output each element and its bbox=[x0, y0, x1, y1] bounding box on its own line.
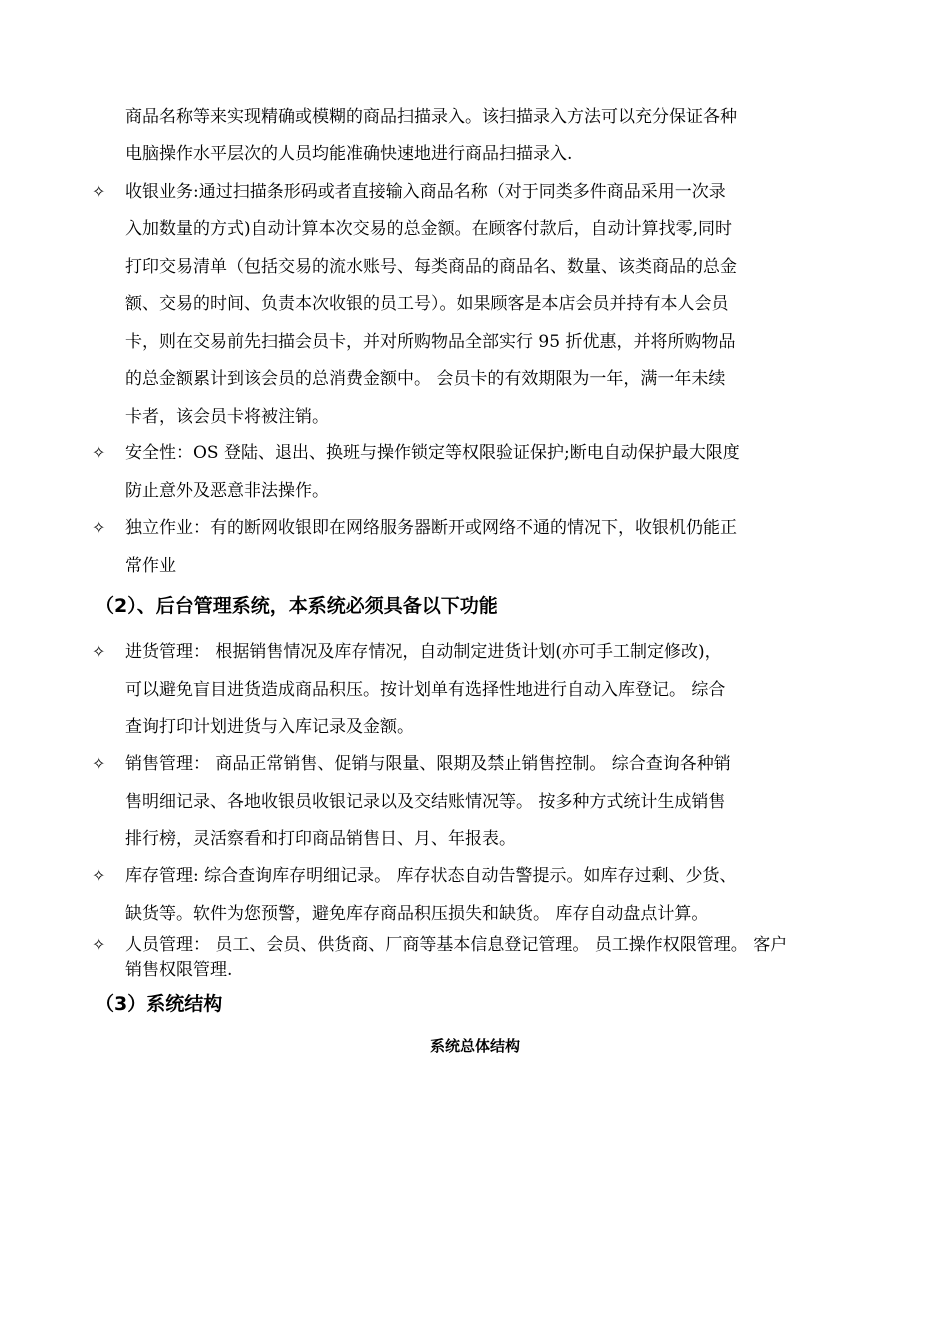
bullet-icon: ✧ bbox=[92, 754, 106, 773]
paragraph-line: 库存管理: 综合查询库存明细记录。 库存状态自动告警提示。如库存过剩、少货、 bbox=[125, 866, 737, 886]
bullet-icon: ✧ bbox=[92, 866, 106, 885]
bullet-icon: ✧ bbox=[92, 443, 106, 462]
intro-line: 商品名称等来实现精确或模糊的商品扫描录入。该扫描录入方法可以充分保证各种 bbox=[125, 107, 737, 127]
bullet-icon: ✧ bbox=[92, 182, 106, 201]
paragraph-line: 排行榜，灵活察看和打印商品销售日、月、年报表。 bbox=[125, 829, 516, 849]
paragraph-line: 售明细记录、各地收银员收银记录以及交结账情况等。 按多种方式统计生成销售 bbox=[125, 792, 726, 812]
bullet-icon: ✧ bbox=[92, 935, 106, 954]
paragraph-line: 卡，则在交易前先扫描会员卡，并对所购物品全部实行 95 折优惠，并将所购物品 bbox=[125, 332, 736, 352]
section-heading: （3）系统结构 bbox=[95, 993, 223, 1015]
paragraph-line: 可以避免盲目进货造成商品积压。按计划单有选择性地进行自动入库登记。 综合 bbox=[125, 680, 726, 700]
paragraph-line: 打印交易清单（包括交易的流水账号、每类商品的商品名、数量、该类商品的总金 bbox=[125, 257, 737, 277]
paragraph-line: 额、交易的时间、负责本次收银的员工号）。如果顾客是本店会员并持有本人会员 bbox=[125, 294, 729, 314]
section-heading: （2）、后台管理系统，本系统必须具备以下功能 bbox=[95, 595, 498, 617]
paragraph-line: 入加数量的方式)自动计算本次交易的总金额。在顾客付款后，自动计算找零,同时 bbox=[125, 219, 733, 239]
paragraph-line: 常作业 bbox=[125, 556, 176, 576]
paragraph-line: 安全性：OS 登陆、退出、换班与操作锁定等权限验证保护;断电自动保护最大限度 bbox=[125, 443, 740, 463]
paragraph-line: 查询打印计划进货与入库记录及金额。 bbox=[125, 717, 414, 737]
paragraph-line: 防止意外及恶意非法操作。 bbox=[125, 481, 329, 501]
paragraph-line: 人员管理： 员工、会员、供货商、厂商等基本信息登记管理。 员工操作权限管理。 客户 bbox=[125, 935, 788, 955]
intro-line: 电脑操作水平层次的人员均能准确快速地进行商品扫描录入. bbox=[125, 144, 573, 164]
bullet-icon: ✧ bbox=[92, 642, 106, 661]
paragraph-line: 销售管理： 商品正常销售、促销与限量、限期及禁止销售控制。 综合查询各种销 bbox=[125, 754, 731, 774]
paragraph-line: 卡者，该会员卡将被注销。 bbox=[125, 407, 329, 427]
paragraph-line: 进货管理： 根据销售情况及库存情况，自动制定进货计划(亦可手工制定修改)， bbox=[125, 642, 722, 662]
paragraph-line: 缺货等。软件为您预警，避免库存商品积压损失和缺货。 库存自动盘点计算。 bbox=[125, 904, 709, 924]
paragraph-line: 的总金额累计到该会员的总消费金额中。 会员卡的有效期限为一年，满一年未续 bbox=[125, 369, 726, 389]
bullet-icon: ✧ bbox=[92, 518, 106, 537]
paragraph-line: 销售权限管理. bbox=[125, 960, 233, 980]
figure-caption: 系统总体结构 bbox=[429, 1037, 520, 1055]
paragraph-line: 独立作业：有的断网收银即在网络服务器断开或网络不通的情况下，收银机仍能正 bbox=[125, 518, 737, 538]
paragraph-line: 收银业务:通过扫描条形码或者直接输入商品名称（对于同类多件商品采用一次录 bbox=[125, 182, 726, 202]
